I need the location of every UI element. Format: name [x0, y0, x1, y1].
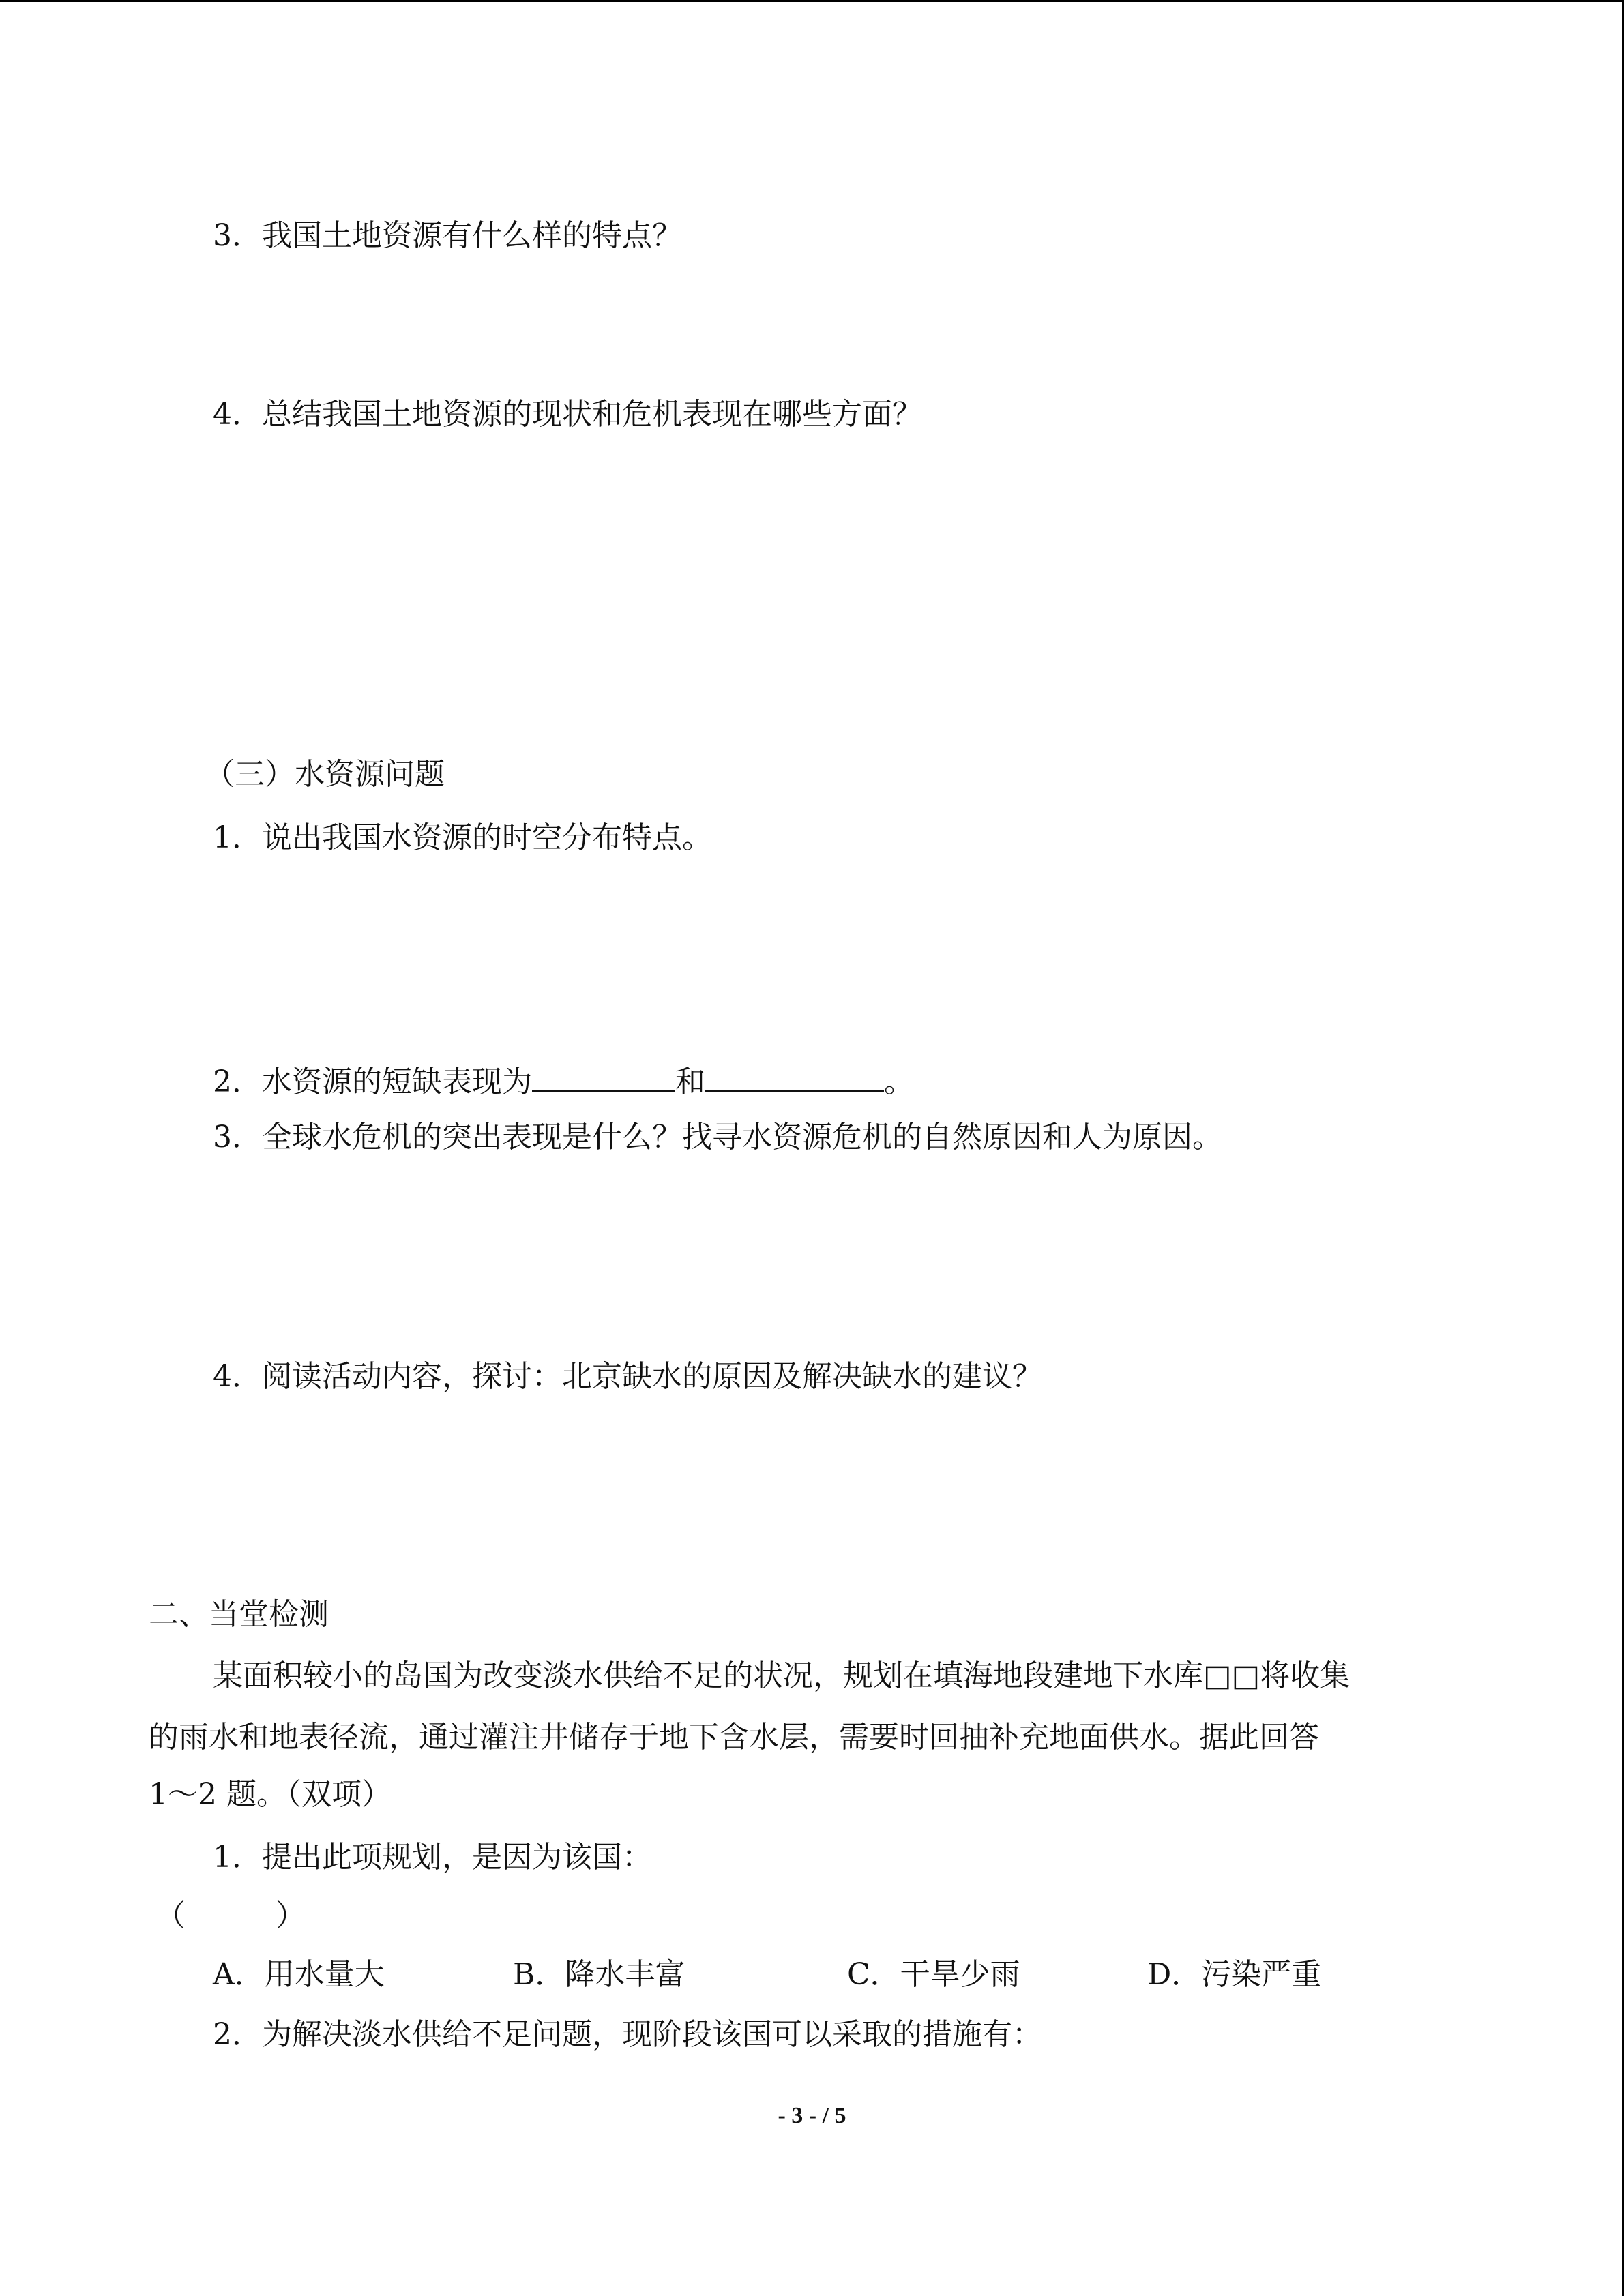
page-border-top [0, 0, 1624, 2]
option-a[interactable]: A．用水量大 [213, 1957, 385, 1992]
option-d[interactable]: D．污染严重 [1147, 1957, 1322, 1992]
land-question-3: 3．我国土地资源有什么样的特点？ [213, 218, 682, 253]
test-section-heading: 二、当堂检测 [149, 1597, 329, 1632]
test-passage-line-3: 1～2 题。（双项） [149, 1777, 392, 1812]
water-question-2-suffix: 。 [884, 1064, 914, 1099]
test-question-2: 2．为解决淡水供给不足问题，现阶段该国可以采取的措施有： [213, 2017, 1042, 2052]
option-b[interactable]: B．降水丰富 [513, 1957, 685, 1992]
water-question-4: 4．阅读活动内容，探讨：北京缺水的原因及解决缺水的建议？ [213, 1359, 1042, 1394]
option-c[interactable]: C．干旱少雨 [847, 1957, 1020, 1992]
page-number: - 3 - / 5 [778, 2103, 846, 2128]
test-question-1: 1．提出此项规划，是因为该国： [213, 1840, 652, 1875]
water-question-2-middle: 和 [675, 1064, 705, 1099]
test-passage-line-2: 的雨水和地表径流，通过灌注井储存于地下含水层，需要时回抽补充地面供水。据此回答 [149, 1720, 1319, 1755]
water-section-heading: （三）水资源问题 [205, 757, 445, 792]
water-question-2-prefix: 2．水资源的短缺表现为 [213, 1064, 532, 1099]
test-passage-line-1: 某面积较小的岛国为改变淡水供给不足的状况，规划在填海地段建地下水库□□将收集 [213, 1658, 1350, 1693]
water-question-3: 3．全球水危机的突出表现是什么？找寻水资源危机的自然原因和人为原因。 [213, 1120, 1222, 1154]
water-question-2 [213, 1056, 914, 1103]
answer-blank-2[interactable] [705, 1056, 884, 1092]
answer-blank-1[interactable] [532, 1056, 675, 1092]
answer-bracket[interactable]: （ ） [156, 1898, 306, 1933]
land-question-4: 4．总结我国土地资源的现状和危机表现在哪些方面？ [213, 397, 922, 432]
water-question-1: 1．说出我国水资源的时空分布特点。 [213, 820, 712, 855]
